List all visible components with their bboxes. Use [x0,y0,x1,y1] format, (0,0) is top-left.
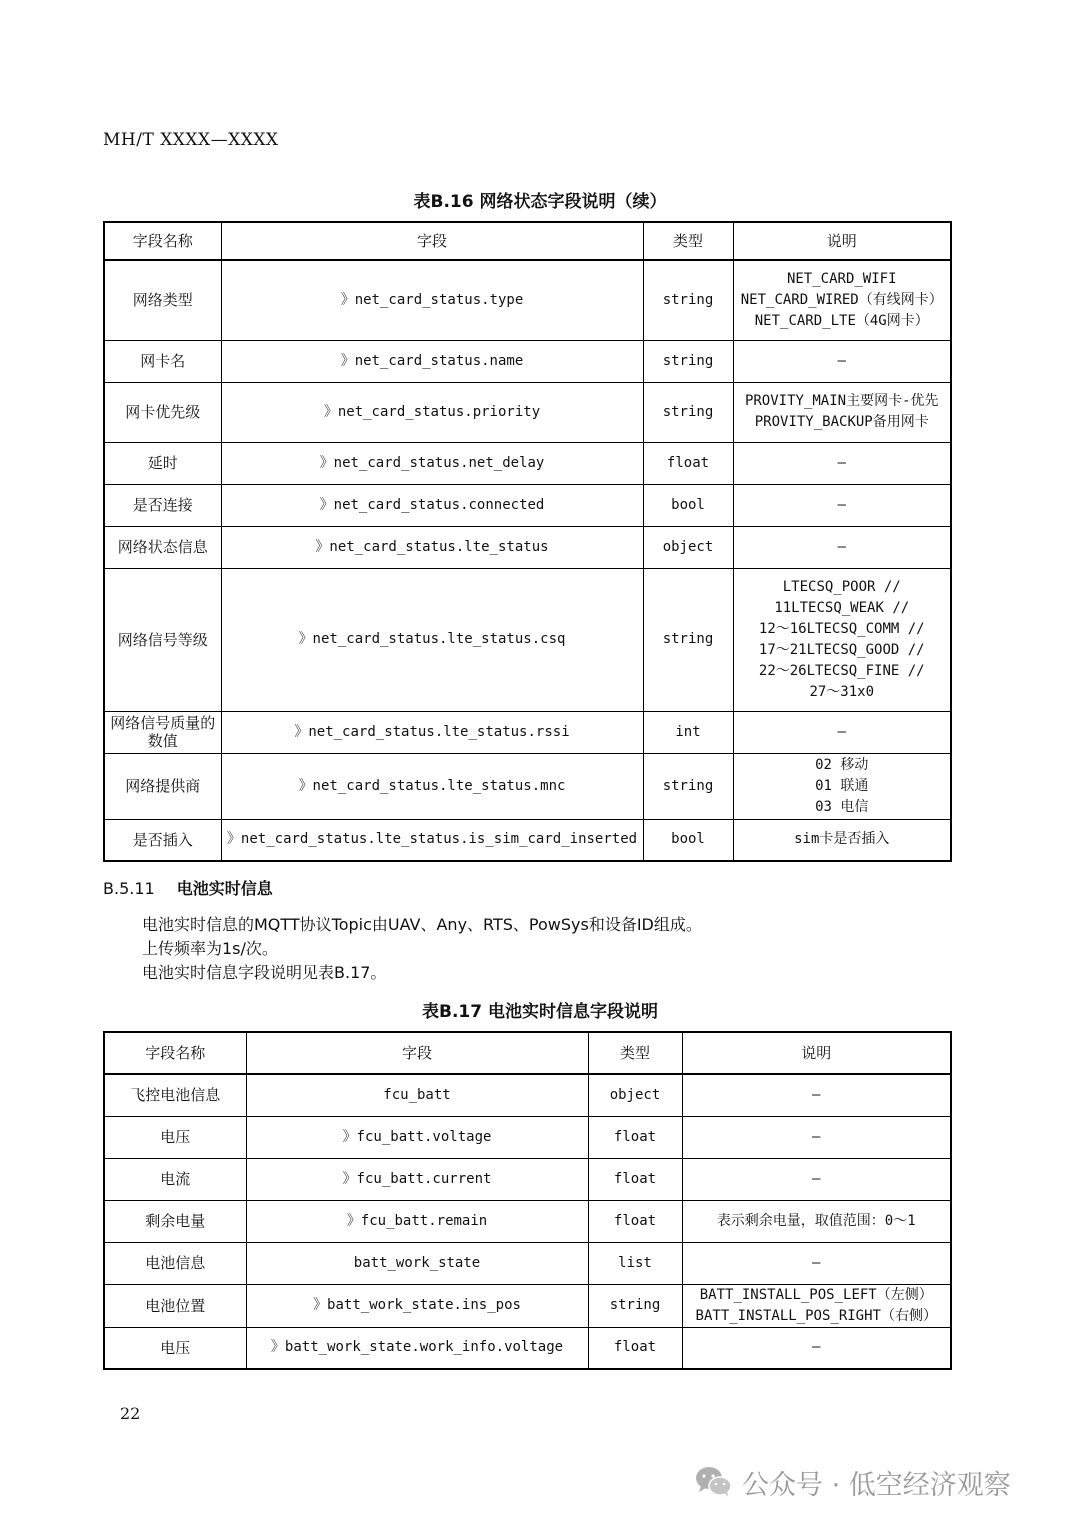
table-row [104,340,951,382]
field-name-cell: 电压 [104,1116,246,1158]
table-row [104,819,951,861]
field-description-cell [682,1284,951,1327]
description-line: 表示剩余电量，取值范围：0～1 [716,1212,916,1229]
page-number: 22 [120,1404,141,1423]
field-description-cell [733,484,951,526]
field-path-cell: 》batt_work_state.ins_pos [246,1284,588,1327]
field-path-cell: 》fcu_batt.current [246,1158,588,1200]
field-type-cell: object [588,1074,682,1116]
description-line: 01 联通 [815,777,869,794]
description-line: PROVITY_BACKUP备用网卡 [754,414,929,430]
column-header: 字段 [246,1032,588,1074]
field-name-cell: 网络类型 [104,260,221,340]
field-name-cell: 延时 [104,442,221,484]
field-path-cell: 》fcu_batt.remain [246,1200,588,1242]
description-line: — [812,1339,821,1356]
column-header: 字段名称 [104,1032,246,1074]
field-type-cell: bool [643,484,733,526]
description-line: — [812,1128,821,1145]
description-line: 17～21LTECSQ_GOOD // [758,641,925,658]
section-title: 电池实时信息 [176,879,273,898]
battery-info-table [103,1031,952,1370]
field-path-cell: fcu_batt [246,1074,588,1116]
field-description-cell [733,442,951,484]
field-name-cell: 网卡名 [104,340,221,382]
field-type-cell: string [643,260,733,340]
field-name-cell: 电池信息 [104,1242,246,1284]
paragraph: 电池实时信息字段说明见表B.17。 [142,963,387,982]
field-path-cell: 》net_card_status.lte_status.csq [221,568,643,711]
field-path-cell: 》net_card_status.connected [221,484,643,526]
field-type-cell: int [643,711,733,753]
description-line: — [837,723,846,740]
field-type-cell: string [643,753,733,819]
field-description-cell [682,1242,951,1284]
field-type-cell: list [588,1242,682,1284]
field-name-cell: 电流 [104,1158,246,1200]
description-line: — [812,1254,821,1271]
table-row [104,568,951,711]
field-name-cell: 网卡优先级 [104,382,221,442]
field-type-cell: string [643,568,733,711]
table-row [104,260,951,340]
field-name-cell: 网络提供商 [104,753,221,819]
field-type-cell: string [643,340,733,382]
field-name-cell: 网络信号等级 [104,568,221,711]
field-path-cell: 》net_card_status.net_delay [221,442,643,484]
description-line: — [837,496,846,513]
description-line: 11LTECSQ_WEAK // [774,599,910,616]
table-row [104,526,951,568]
field-type-cell: float [588,1200,682,1242]
field-description-cell [733,340,951,382]
table-row [104,1242,951,1284]
description-line: — [837,352,846,369]
field-description-cell [682,1158,951,1200]
field-description-cell [733,526,951,568]
wechat-icon [694,1465,734,1499]
description-line: BATT_INSTALL_POS_LEFT（左侧） [699,1286,933,1303]
watermark [694,1462,1011,1502]
field-type-cell: string [588,1284,682,1327]
field-path-cell: 》net_card_status.lte_status [221,526,643,568]
column-header: 类型 [588,1032,682,1074]
column-header: 字段名称 [104,222,221,260]
field-description-cell [682,1116,951,1158]
table-caption-b17: 表B.17 电池实时信息字段说明 [422,1002,658,1022]
field-type-cell: object [643,526,733,568]
field-description-cell [733,382,951,442]
field-description-cell [733,753,951,819]
field-type-cell: float [588,1327,682,1369]
field-path-cell: 》fcu_batt.voltage [246,1116,588,1158]
description-line: NET_CARD_WIRED（有线网卡） [740,291,943,308]
field-name-cell: 是否连接 [104,484,221,526]
section-number: B.5.11 [103,879,155,898]
description-line: 27～31x0 [809,683,875,700]
field-name-cell: 飞控电池信息 [104,1074,246,1116]
field-type-cell: float [588,1158,682,1200]
field-path-cell: 》net_card_status.type [221,260,643,340]
description-line: 22～26LTECSQ_FINE // [758,662,925,679]
field-type-cell: bool [643,819,733,861]
field-path-cell: 》net_card_status.lte_status.mnc [221,753,643,819]
section-heading [103,876,273,899]
description-line: BATT_INSTALL_POS_RIGHT（右侧） [695,1307,937,1324]
field-path-cell: 》net_card_status.lte_status.rssi [221,711,643,753]
paragraph: 上传频率为1s/次。 [142,939,278,958]
table-row [104,711,951,753]
table-row [104,382,951,442]
table-row [104,1284,951,1327]
field-path-cell: 》batt_work_state.work_info.voltage [246,1327,588,1369]
field-description-cell [733,260,951,340]
table-row [104,1074,951,1116]
description-line: PROVITY_MAIN主要网卡-优先 [744,393,939,409]
description-line: — [837,454,846,471]
description-line: NET_CARD_WIFI [786,270,897,287]
description-line: — [812,1170,821,1187]
column-header: 类型 [643,222,733,260]
watermark-text: 公众号 · 低空经济观察 [742,1469,1011,1501]
field-name-cell: 电池位置 [104,1284,246,1327]
field-path-cell: 》net_card_status.priority [221,382,643,442]
table-row [104,1200,951,1242]
field-name-cell: 电压 [104,1327,246,1369]
field-description-cell [682,1327,951,1369]
field-name-cell: 剩余电量 [104,1200,246,1242]
field-description-cell [733,711,951,753]
description-line: — [812,1086,821,1103]
column-header: 字段 [221,222,643,260]
network-status-table [103,221,952,862]
field-path-cell: 》net_card_status.lte_status.is_sim_card_inserted [221,819,643,861]
description-line: 12～16LTECSQ_COMM // [758,620,925,637]
column-header: 说明 [682,1032,951,1074]
table-row [104,753,951,819]
field-description-cell [733,819,951,861]
paragraph: 电池实时信息的MQTT协议Topic由UAV、Any、RTS、PowSys和设备ID组成。 [142,915,702,934]
field-path-cell: batt_work_state [246,1242,588,1284]
description-line: LTECSQ_POOR // [782,578,901,595]
description-line: 03 电信 [815,798,869,815]
table-row [104,1116,951,1158]
table-caption-b16: 表B.16 网络状态字段说明（续） [413,192,667,212]
field-name-cell: 网络信号质量的数值 [104,711,221,753]
table-row [104,1158,951,1200]
field-description-cell [682,1074,951,1116]
field-path-cell: 》net_card_status.name [221,340,643,382]
field-description-cell [682,1200,951,1242]
column-header: 说明 [733,222,951,260]
field-type-cell: string [643,382,733,442]
description-line: sim卡是否插入 [794,831,890,848]
table-row [104,484,951,526]
description-line: 02 移动 [815,756,869,773]
description-line: — [837,538,846,555]
field-name-cell: 网络状态信息 [104,526,221,568]
document-code: MH/T XXXX—XXXX [103,130,279,150]
table-row [104,1327,951,1369]
table-row [104,442,951,484]
field-name-cell: 是否插入 [104,819,221,861]
field-type-cell: float [643,442,733,484]
field-description-cell [733,568,951,711]
description-line: NET_CARD_LTE（4G网卡） [754,312,929,329]
field-type-cell: float [588,1116,682,1158]
